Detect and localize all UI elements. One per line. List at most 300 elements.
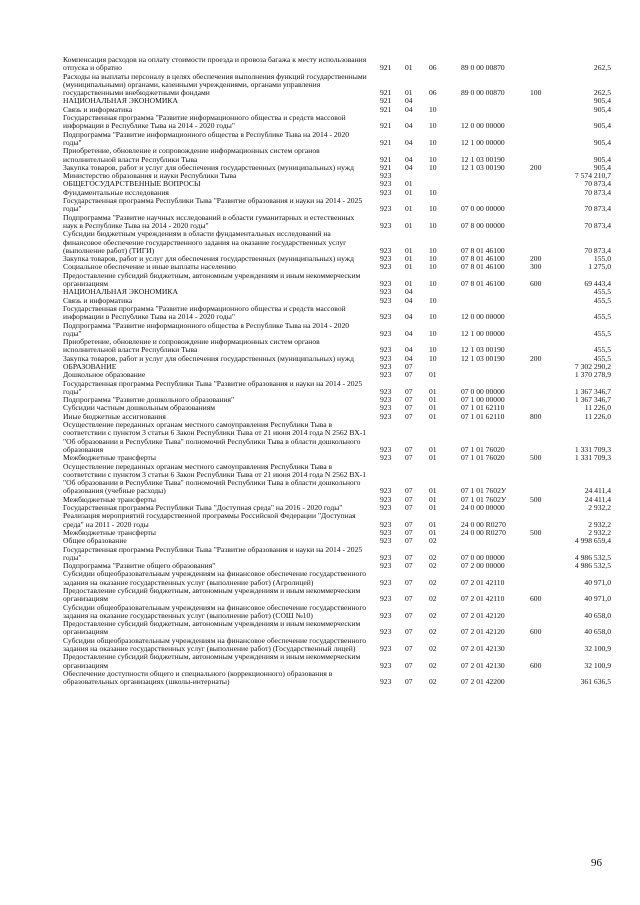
ministry-code-cell: 923 [380,552,392,562]
ministry-code-cell: 923 [380,353,392,363]
ministry-code-cell: 923 [380,644,392,654]
subsection-cell: 01 [429,370,437,380]
amount-cell: 70 873,4 [584,179,611,189]
section-cell: 04 [405,295,413,305]
ministry-code-cell: 923 [380,627,392,637]
row-name-cell: Подпрограмма "Развитие общего образования" [63,561,216,571]
row-name-cell: Расходы на выплаты персоналу в целях обеспечения выполнения функций государственными (муниципальными) органами, казенными учреждениями, органами управления государственными внебюджетными фондами [63,71,367,98]
section-cell: 07 [405,494,413,504]
ministry-code-cell: 923 [380,536,392,546]
target-article-cell: 07 1 01 76020 [461,444,505,454]
section-cell: 07 [405,370,413,380]
page-number: 96 [591,857,602,869]
ministry-code-cell: 923 [380,519,392,529]
row-name-cell: Социальное обеспечение и иные выплаты населению [63,262,236,272]
section-cell: 01 [405,88,413,98]
section-cell: 07 [405,486,413,496]
ministry-code-cell: 921 [380,104,392,114]
subsection-cell: 10 [429,154,437,164]
expense-type-cell: 100 [530,88,542,98]
ministry-code-cell: 923 [380,328,392,338]
row-name-cell: Субсидии частным дошкольным образованиям [63,403,216,413]
subsection-cell: 01 [429,527,437,537]
section-cell: 01 [405,179,413,189]
ministry-code-cell: 921 [380,63,392,73]
section-cell: 01 [405,279,413,289]
table-row [63,147,611,164]
table-row [63,587,611,604]
expense-type-cell: 300 [530,262,542,272]
target-article-cell: 12 1 03 00190 [461,345,505,355]
row-name-cell: Предоставление субсидий бюджетным, автономным учреждениям и иным некоммерческим организациям [63,586,361,604]
subsection-cell: 01 [429,494,437,504]
ministry-code-cell: 923 [380,220,392,230]
table-row [63,214,611,231]
row-name-cell: Государственная программа Республики Тыва "Развитие образования и науки на 2014 - 2025 годы" [63,378,363,396]
row-name-cell: Межбюджетные трансферты [63,527,156,537]
amount-cell: 905,4 [593,96,611,106]
subsection-cell: 01 [429,453,437,463]
ministry-code-cell: 923 [380,295,392,305]
row-name-cell: ОБЩЕГОСУДАРСТВЕННЫЕ ВОПРОСЫ [63,179,201,189]
ministry-code-cell: 923 [380,345,392,355]
table-row [63,546,611,563]
row-name-cell: Иные бюджетные ассигнования [63,411,166,421]
target-article-cell: 07 1 01 7602У [461,494,507,504]
row-name-cell: Осуществление переданных органам местного самоуправления Республики Тыва в соответствии с пунктом 3 статьи 6 Закон Республики Тыва от 21 июня 2014 года N 2562 ВХ-1 "Об образовании в Республике Тыва" полномочий Республики Тыва в области дошкольного образования [63,420,367,454]
subsection-cell: 10 [429,353,437,363]
table-row [63,197,611,214]
ministry-code-cell: 923 [380,287,392,297]
expense-type-cell: 600 [530,660,542,670]
expense-type-cell: 600 [530,627,542,637]
row-name-cell: Закупка товаров, работ и услуг для обеспечения государственных (муниципальных) нужд [63,162,354,172]
subsection-cell: 10 [429,104,437,114]
table-row [63,421,611,454]
amount-cell: 24 411,4 [584,494,611,504]
row-name-cell: НАЦИОНАЛЬНАЯ ЭКОНОМИКА [63,287,178,297]
target-article-cell: 07 8 01 46100 [461,279,505,289]
row-name-cell: Связь и информатика [63,295,133,305]
target-article-cell: 07 2 01 42110 [461,577,505,587]
ministry-code-cell: 923 [380,187,392,197]
amount-cell: 455,5 [593,328,611,338]
row-name-cell: НАЦИОНАЛЬНАЯ ЭКОНОМИКА [63,96,178,106]
row-name-cell: Субсидии общеобразовательным учреждениям на финансовое обеспечение государственного задания на оказание государственных услуг (выполнение работ) (Агролицей) [63,569,367,587]
section-cell: 01 [405,204,413,214]
expense-type-cell: 500 [530,494,542,504]
target-article-cell: 24 0 00 R0270 [461,527,506,537]
target-article-cell: 12 1 00 00000 [461,137,505,147]
section-cell: 04 [405,328,413,338]
section-cell: 07 [405,536,413,546]
section-cell: 07 [405,403,413,413]
row-name-cell: Государственная программа "Развитие информационного общества и средств массовой информации в Республике Тыва на 2014 - 2020 годы" [63,113,346,131]
target-article-cell: 12 0 00 00000 [461,121,505,131]
table-row [63,305,611,322]
row-name-cell: Предоставление субсидий бюджетным, автономным учреждениям и иным некоммерческим организациям [63,652,361,670]
section-cell: 07 [405,411,413,421]
amount-cell: 2 932,2 [588,527,611,537]
table-row [63,272,611,289]
amount-cell: 455,5 [593,353,611,363]
subsection-cell: 10 [429,254,437,264]
subsection-cell: 02 [429,577,437,587]
amount-cell: 1 367 346,7 [574,386,611,396]
amount-cell: 70 873,4 [584,187,611,197]
ministry-code-cell: 923 [380,312,392,322]
amount-cell: 905,4 [593,137,611,147]
section-cell: 04 [405,287,413,297]
section-cell: 07 [405,386,413,396]
subsection-cell: 01 [429,386,437,396]
row-name-cell: Субсидии общеобразовательным учреждениям на финансовое обеспечение государственного задания на оказание государственных услуг (выполнение работ) (СОШ №10) [63,602,367,620]
amount-cell: 2 932,2 [588,503,611,513]
subsection-cell: 06 [429,63,437,73]
row-name-cell: Предоставление субсидий бюджетным, автономным учреждениям и иным некоммерческим организациям [63,270,361,289]
table-row [63,73,611,98]
expense-type-cell: 600 [530,279,542,289]
amount-cell: 1 367 346,7 [574,395,611,405]
amount-cell: 70 873,4 [584,245,611,255]
row-name-cell: Связь и информатика [63,104,133,114]
table-row [63,363,611,371]
amount-cell: 455,5 [593,287,611,297]
amount-cell: 905,4 [593,121,611,131]
table-row [63,604,611,621]
subsection-cell: 02 [429,561,437,571]
subsection-cell: 02 [429,610,437,620]
section-cell: 07 [405,527,413,537]
target-article-cell: 07 2 01 42200 [461,677,505,687]
ministry-code-cell: 923 [380,610,392,620]
amount-cell: 155,0 [593,254,611,264]
section-cell: 07 [405,577,413,587]
table-row [63,288,611,296]
amount-cell: 69 443,4 [584,279,611,289]
ministry-code-cell: 923 [380,677,392,687]
section-cell: 07 [405,627,413,637]
row-name-cell: Реализация мероприятий государственной программы Российской Федерации "Доступная среда" на 2011 - 2020 годы [63,511,356,529]
amount-cell: 262,5 [593,88,611,98]
target-article-cell: 07 0 00 00000 [461,204,505,214]
table-row [63,230,611,255]
target-article-cell: 07 8 00 00000 [461,220,505,230]
ministry-code-cell: 921 [380,121,392,131]
target-article-cell: 89 0 00 00870 [461,88,505,98]
subsection-cell: 02 [429,594,437,604]
expense-type-cell: 500 [530,453,542,463]
table-row [63,56,611,73]
row-name-cell: Государственная программа Республики Тыва "Развитие образования и науки на 2014 - 2025 годы" [63,544,363,562]
ministry-code-cell: 923 [380,403,392,413]
expense-type-cell: 200 [530,254,542,264]
ministry-code-cell: 923 [380,444,392,454]
target-article-cell: 07 1 01 62110 [461,411,505,421]
amount-cell: 40 971,0 [584,577,611,587]
amount-cell: 4 986 532,5 [574,561,611,571]
amount-cell: 11 226,0 [584,403,611,413]
target-article-cell: 07 1 01 76020 [461,453,505,463]
target-article-cell: 07 0 00 00000 [461,386,505,396]
ministry-code-cell: 923 [380,245,392,255]
section-cell: 07 [405,644,413,654]
table-row [63,322,611,339]
subsection-cell: 01 [429,486,437,496]
subsection-cell: 10 [429,162,437,172]
row-name-cell: Приобретение, обновление и сопровождение информационных систем органов исполнительной власти Республики Тыва [63,337,320,355]
ministry-code-cell: 923 [380,386,392,396]
row-name-cell: Дошкольное образование [63,370,146,380]
ministry-code-cell: 923 [380,279,392,289]
section-cell: 04 [405,345,413,355]
subsection-cell: 10 [429,312,437,322]
ministry-code-cell: 923 [380,395,392,405]
row-name-cell: Подпрограмма "Развитие научных исследований в области гуманитарных и естественных наук в Республике Тыва на 2014 - 2020 годы" [63,212,355,230]
amount-cell: 1 275,0 [588,262,611,272]
section-cell: 01 [405,262,413,272]
amount-cell: 4 998 659,4 [574,536,611,546]
subsection-cell: 06 [429,88,437,98]
section-cell: 04 [405,96,413,106]
expense-type-cell: 500 [530,527,542,537]
budget-table [63,56,611,687]
ministry-code-cell: 923 [380,204,392,214]
row-name-cell: Закупка товаров, работ и услуг для обеспечения государственных (муниципальных) нужд [63,254,354,264]
row-name-cell: Межбюджетные трансферты [63,494,156,504]
subsection-cell: 02 [429,536,437,546]
target-article-cell: 12 1 03 00190 [461,353,505,363]
ministry-code-cell: 923 [380,527,392,537]
row-name-cell: Закупка товаров, работ и услуг для обеспечения государственных (муниципальных) нужд [63,353,354,363]
ministry-code-cell: 923 [380,171,392,181]
table-row [63,338,611,355]
subsection-cell: 10 [429,137,437,147]
section-cell: 07 [405,677,413,687]
row-name-cell: Осуществление переданных органам местного самоуправления Республики Тыва в соответствии с пунктом 3 статьи 6 Закон Республики Тыва от 21 июня 2014 года N 2562 ВХ-1 "Об образовании в Республике Тыва" полномочий Республики Тыва в области дошкольного образования (учебные расходы) [63,461,367,496]
subsection-cell: 10 [429,245,437,255]
amount-cell: 361 636,5 [580,677,611,687]
amount-cell: 455,5 [593,345,611,355]
row-name-cell: Предоставление субсидий бюджетным, автономным учреждениям и иным некоммерческим организациям [63,619,361,637]
target-article-cell: 12 0 00 00000 [461,312,505,322]
amount-cell: 455,5 [593,295,611,305]
ministry-code-cell: 923 [380,361,392,371]
section-cell: 04 [405,162,413,172]
section-cell: 01 [405,220,413,230]
section-cell: 01 [405,187,413,197]
ministry-code-cell: 923 [380,660,392,670]
subsection-cell: 02 [429,644,437,654]
ministry-code-cell: 923 [380,577,392,587]
amount-cell: 905,4 [593,162,611,172]
table-row [63,355,611,363]
table-row [63,653,611,670]
subsection-cell: 02 [429,627,437,637]
target-article-cell: 07 2 00 00000 [461,561,505,571]
ministry-code-cell: 923 [380,453,392,463]
row-name-cell: Компенсация расходов на оплату стоимости проезда и провоза багажа к месту использования отпуска и обратно [63,55,367,73]
section-cell: 04 [405,121,413,131]
section-cell: 07 [405,519,413,529]
row-name-cell: Фундаментальные исследования [63,187,169,197]
table-row [63,380,611,397]
ministry-code-cell: 921 [380,137,392,147]
row-name-cell: Приобретение, обновление и сопровождение информационных систем органов исполнительной власти Республики Тыва [63,146,320,164]
row-name-cell: Обеспечение доступности общего и специального (коррекционного) образования в образовательных организациях (школы-интернаты) [63,668,333,687]
ministry-code-cell: 923 [380,594,392,604]
amount-cell: 32 100,9 [584,660,611,670]
table-row [63,512,611,529]
amount-cell: 905,4 [593,104,611,114]
ministry-code-cell: 923 [380,179,392,189]
table-row [63,670,611,687]
ministry-code-cell: 923 [380,370,392,380]
row-name-cell: Государственная программа Республики Тыва "Доступная среда" на 2016 - 2020 годы" [63,503,343,513]
target-article-cell: 89 0 00 00870 [461,63,505,73]
ministry-code-cell: 923 [380,262,392,272]
subsection-cell: 01 [429,411,437,421]
section-cell: 01 [405,63,413,73]
ministry-code-cell: 921 [380,154,392,164]
row-name-cell: Общее образование [63,536,127,546]
row-name-cell: Государственная программа Республики Тыва "Развитие образования и науки на 2014 - 2025 годы" [63,196,363,214]
subsection-cell: 01 [429,403,437,413]
target-article-cell: 12 1 03 00190 [461,162,505,172]
amount-cell: 1 370 278,9 [574,370,611,380]
amount-cell: 24 411,4 [584,486,611,496]
target-article-cell: 07 8 01 46100 [461,254,505,264]
ministry-code-cell: 921 [380,96,392,106]
table-row [63,529,611,537]
subsection-cell: 02 [429,660,437,670]
section-cell: 01 [405,254,413,264]
table-row [63,131,611,148]
subsection-cell: 01 [429,395,437,405]
subsection-cell: 01 [429,519,437,529]
subsection-cell: 10 [429,262,437,272]
row-name-cell: Министерство образования и науки Республики Тыва [63,171,237,181]
target-article-cell: 07 2 01 42110 [461,594,505,604]
target-article-cell: 24 0 00 R0270 [461,519,506,529]
ministry-code-cell: 923 [380,561,392,571]
amount-cell: 1 331 709,3 [574,453,611,463]
section-cell: 07 [405,444,413,454]
section-cell: 04 [405,312,413,322]
ministry-code-cell: 921 [380,162,392,172]
table-row [63,637,611,654]
subsection-cell: 02 [429,677,437,687]
row-name-cell: Подпрограмма "Развитие дошкольного образования" [63,395,235,405]
ministry-code-cell: 923 [380,503,392,513]
section-cell: 04 [405,104,413,114]
amount-cell: 2 932,2 [588,519,611,529]
target-article-cell: 07 1 00 00000 [461,395,505,405]
section-cell: 01 [405,245,413,255]
target-article-cell: 12 1 00 00000 [461,328,505,338]
target-article-cell: 07 2 01 42130 [461,660,505,670]
section-cell: 07 [405,361,413,371]
target-article-cell: 07 0 00 00000 [461,552,505,562]
subsection-cell: 10 [429,220,437,230]
section-cell: 04 [405,137,413,147]
expense-type-cell: 800 [530,411,542,421]
amount-cell: 70 873,4 [584,220,611,230]
amount-cell: 70 873,4 [584,204,611,214]
table-row [63,114,611,131]
amount-cell: 40 658,0 [584,610,611,620]
amount-cell: 11 226,0 [584,411,611,421]
section-cell: 07 [405,561,413,571]
row-name-cell: Межбюджетные трансферты [63,453,156,463]
target-article-cell: 07 2 01 42120 [461,610,505,620]
section-cell: 07 [405,552,413,562]
table-row [63,570,611,587]
section-cell: 07 [405,503,413,513]
target-article-cell: 07 8 01 46100 [461,245,505,255]
section-cell: 04 [405,353,413,363]
target-article-cell: 12 1 03 00190 [461,154,505,164]
subsection-cell: 01 [429,444,437,454]
subsection-cell: 02 [429,552,437,562]
section-cell: 04 [405,154,413,164]
amount-cell: 32 100,9 [584,644,611,654]
expense-type-cell: 200 [530,353,542,363]
target-article-cell: 07 2 01 42120 [461,627,505,637]
amount-cell: 40 971,0 [584,594,611,604]
subsection-cell: 01 [429,503,437,513]
amount-cell: 455,5 [593,312,611,322]
ministry-code-cell: 921 [380,88,392,98]
section-cell: 07 [405,660,413,670]
amount-cell: 262,5 [593,63,611,73]
target-article-cell: 07 8 01 46100 [461,262,505,272]
ministry-code-cell: 923 [380,494,392,504]
subsection-cell: 10 [429,279,437,289]
target-article-cell: 24 0 00 00000 [461,503,505,513]
subsection-cell: 10 [429,328,437,338]
table-row [63,620,611,637]
subsection-cell: 10 [429,187,437,197]
ministry-code-cell: 923 [380,254,392,264]
row-name-cell: Подпрограмма "Развитие информационного общества в Республике Тыва на 2014 - 2020 годы" [63,320,350,338]
section-cell: 07 [405,395,413,405]
table-row [63,463,611,496]
target-article-cell: 07 2 01 42130 [461,644,505,654]
row-name-cell: Государственная программа "Развитие информационного общества и средств массовой информации в Республике Тыва на 2014 - 2020 годы" [63,303,346,322]
row-name-cell: ОБРАЗОВАНИЕ [63,361,117,371]
amount-cell: 905,4 [593,154,611,164]
row-name-cell: Субсидии общеобразовательным учреждениям на финансовое обеспечение государственного задания на оказание государственных услуг (выполнение работ) (Государственный лицей) [63,635,367,654]
target-article-cell: 07 1 01 7602У [461,486,507,496]
amount-cell: 4 986 532,5 [574,552,611,562]
amount-cell: 40 658,0 [584,627,611,637]
amount-cell: 7 574 210,7 [574,171,611,181]
subsection-cell: 10 [429,345,437,355]
target-article-cell: 07 1 01 62110 [461,403,505,413]
amount-cell: 1 331 709,3 [574,444,611,454]
amount-cell: 7 302 290,2 [574,361,611,371]
ministry-code-cell: 923 [380,486,392,496]
expense-type-cell: 200 [530,162,542,172]
subsection-cell: 10 [429,295,437,305]
row-name-cell: Подпрограмма "Развитие информационного общества в Республике Тыва на 2014 - 2020 годы" [63,129,350,147]
table-row [63,97,611,105]
section-cell: 07 [405,610,413,620]
expense-type-cell: 600 [530,594,542,604]
ministry-code-cell: 923 [380,411,392,421]
section-cell: 07 [405,594,413,604]
